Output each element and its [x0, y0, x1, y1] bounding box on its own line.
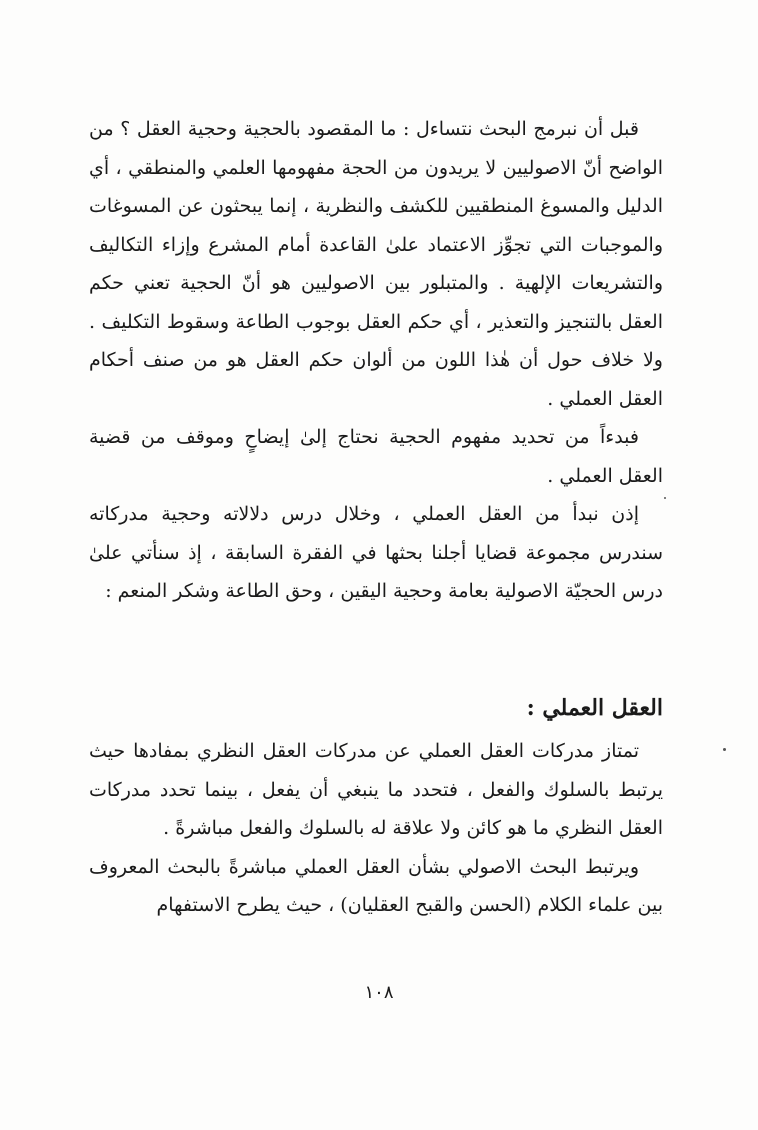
scan-speck [723, 748, 726, 751]
paragraph-practical-vs-theoretical: تمتاز مدركات العقل العملي عن مدركات العقل النظري بمفادها حيث يرتبط بالسلوك والفعل ، فتحدد ما ينبغي أن يفعل ، بينما تحدد مدركات العقل النظري ما هو كائن ولا علاقة له بالسلوك والفعل مباشرةً . [89, 740, 663, 839]
paragraph-study-plan: إذن نبدأ من العقل العملي ، وخلال درس دلالاته وحجية مدركاته سندرس مجموعة قضايا أجلنا بحثها في الفقرة السابقة ، إذ سنأتي علىٰ درس الحجيّة الاصولية بعامة وحجية اليقين ، وحق الطاعة وشكر المنعم : [89, 503, 663, 602]
intro-text-block [89, 110, 663, 611]
paragraph-definition-of-proof: قبل أن نبرمج البحث نتساءل : ما المقصود بالحجية وحجية العقل ؟ من الواضح أنّ الاصوليين لا يريدون من الحجة مفهومها العلمي والمنطقي ، أي الدليل والمسوغ المنطقيين للكشف والنظرية ، إنما يبحثون عن المسوغات والموجبات التي تجوِّز الاعتماد علىٰ القاعدة أمام المشرع وإزاء التكاليف والتشريعات الإلهية . والمتبلور بين الاصوليين هو أنّ الحجية تعني حكم العقل بالتنجيز والتعذير ، أي حكم العقل بوجوب الطاعة وسقوط التكليف . ولا خلاف حول أن هٰذا اللون من ألوان حكم العقل هو من صنف أحكام العقل العملي . [89, 118, 664, 410]
practical-reason-section [89, 688, 663, 925]
section-heading: العقل العملي : [526, 695, 663, 721]
paragraph-starting-point: فبدءاً من تحديد مفهوم الحجية نحتاج إلىٰ إيضاحٍ وموقف من قضية العقل العملي . [89, 426, 663, 487]
paragraph-kalam-connection: ويرتبط البحث الاصولي بشأن العقل العملي مباشرةً بالبحث المعروف بين علماء الكلام (الحسن والقبح العقليان) ، حيث يطرح الاستفهام [89, 855, 663, 916]
scan-speck [664, 497, 666, 499]
page-number: ١٠٨ [364, 982, 394, 1003]
